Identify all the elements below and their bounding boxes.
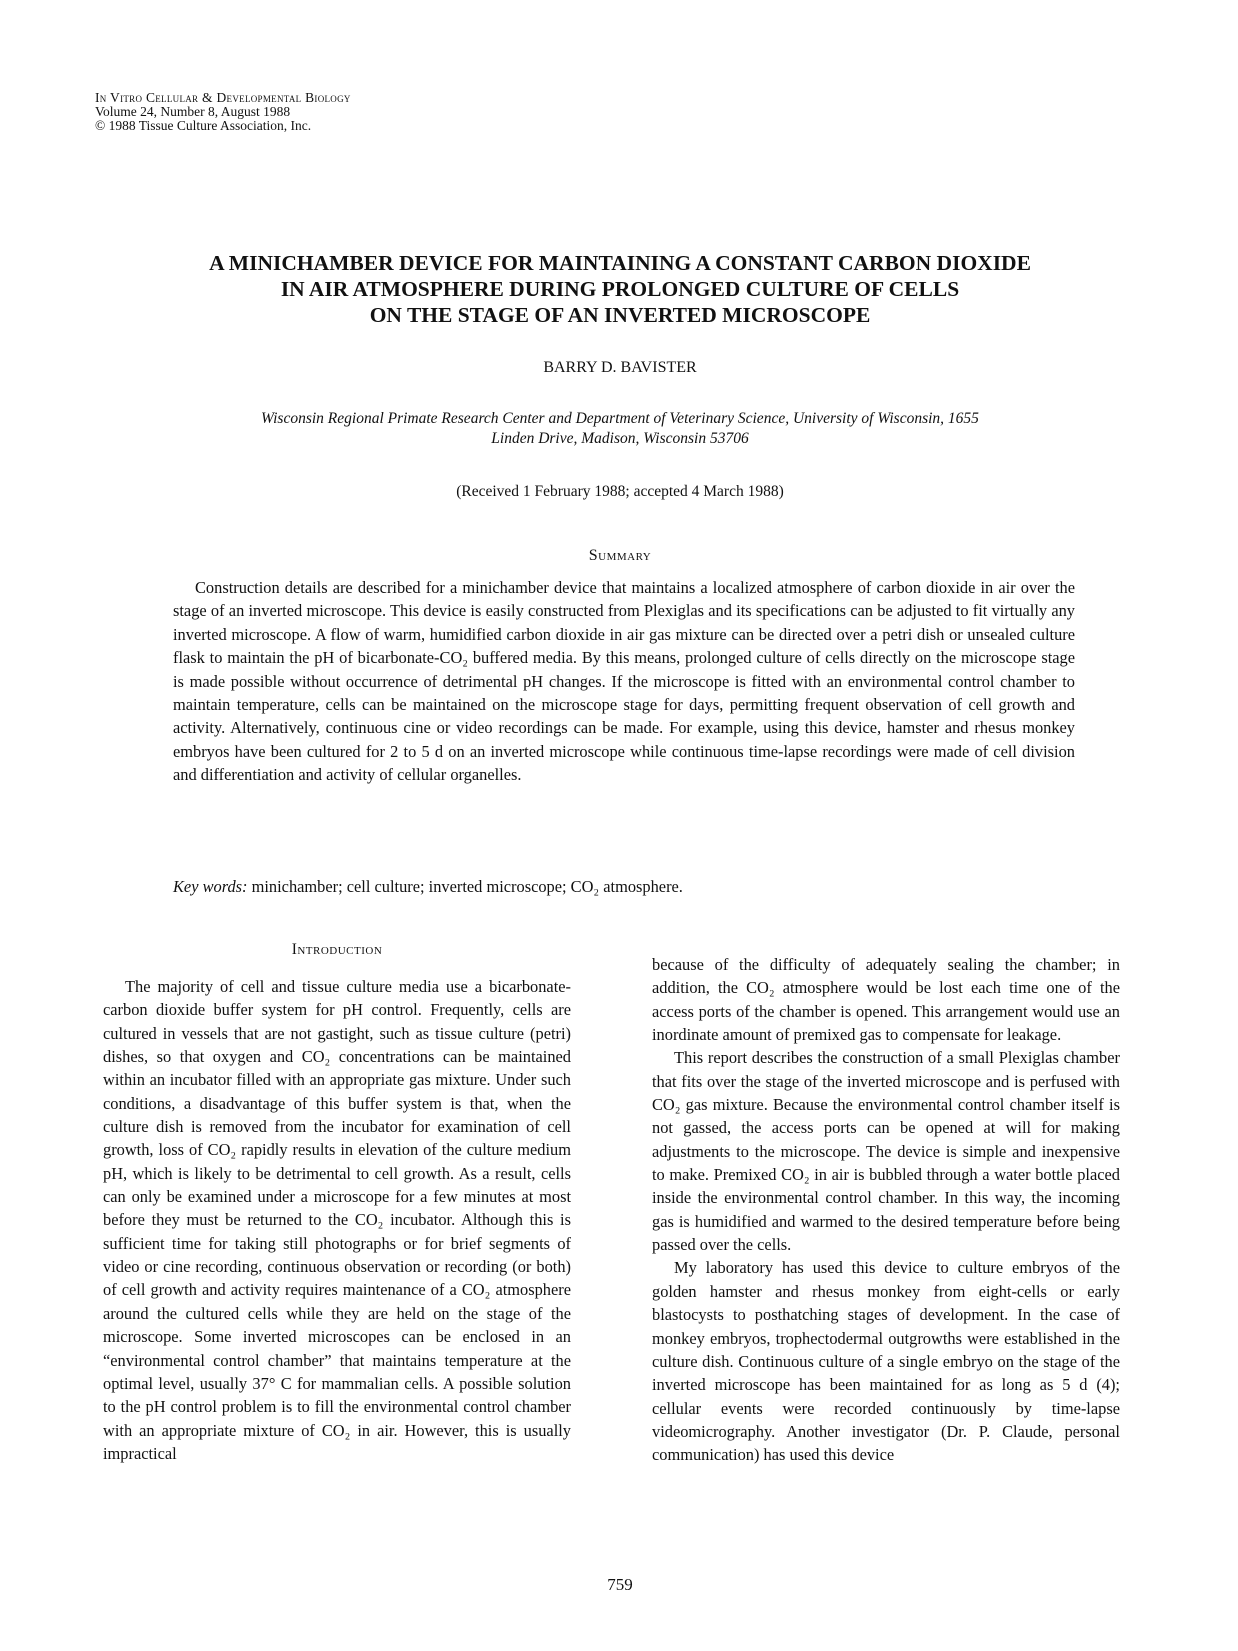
journal-volume: Volume 24, Number 8, August 1988 — [95, 104, 291, 119]
paragraph-text: because of the difficulty of adequately sealing the chamber; in addition, the CO₂ atmosphere would be lost each time one of the access ports of the chamber is opened. This arrangement would use an inordinate amount of premixed gas to compensate for leakage. — [652, 955, 1120, 1045]
journal-copyright: © 1988 Tissue Culture Association, Inc. — [95, 118, 312, 133]
journal-header — [95, 91, 595, 133]
paragraph — [652, 953, 1120, 1046]
paragraph-text: My laboratory has used this device to culture embryos of the golden hamster and rhesus monkey from eight-cells or early blastocysts to posthatching stages of development. In the case of monkey embryos, trophectodermal outgrowths were established in the culture dish. Continuous culture of a single embryo on the stage of the inverted microscope has been maintained for as long as 5 d (4); cellular events were recorded continuously by time-lapse videomicrography. Another investigator (Dr. P. Claude, personal communication) has used this device — [652, 1258, 1120, 1465]
summary-text — [173, 576, 1075, 787]
received-dates: (Received 1 February 1988; accepted 4 March 1988) — [456, 483, 784, 500]
title-line: A MINICHAMBER DEVICE FOR MAINTAINING A CONSTANT CARBON DIOXIDE — [209, 251, 1031, 275]
right-column — [652, 953, 1120, 1467]
summary-heading: Summary — [588, 547, 652, 564]
left-column — [103, 975, 571, 1465]
page-number: 759 — [607, 1575, 633, 1594]
paragraph-text: The majority of cell and tissue culture media use a bicarbonate-carbon dioxide buffer system for pH control. Frequently, cells are cultured in vessels that are not gastight, such as tissue culture (petri) dishes, so that oxygen and CO₂ concentrations can be maintained within an incubator filled with an appropriate gas mixture. Under such conditions, a disadvantage of this buffer system is that, when the culture dish is removed from the incubator for examination of cell growth, loss of CO₂ rapidly results in elevation of the culture medium pH, which is likely to be detrimental to cell growth. As a result, cells can only be examined under a microscope for a few minutes at most before they must be returned to the CO₂ incubator. Although this is sufficient time for taking still photographs or for brief segments of video or cine recording, continuous observation or recording (or both) of cell growth and activity requires maintenance of a CO₂ atmosphere around the cultured cells while they are held on the stage of the microscope. Some inverted microscopes can be enclosed in an “environmental control chamber” that maintains temperature at the optimal level, usually 37° C for mammalian cells. A possible solution to the pH control problem is to fill the environmental control chamber with an appropriate mixture of CO₂ in air. However, this is usually impractical — [103, 977, 571, 1463]
article-title — [150, 250, 1090, 328]
title-line: IN AIR ATMOSPHERE DURING PROLONGED CULTURE OF CELLS — [280, 277, 960, 301]
introduction-heading: Introduction — [291, 941, 383, 958]
author-affiliation: Wisconsin Regional Primate Research Center and Department of Veterinary Science, University of Wisconsin, 1655 Linden Drive, Madison, Wisconsin 53706 — [261, 410, 979, 447]
paragraph-text: This report describes the construction of a small Plexiglas chamber that fits over the stage of the inverted microscope and is perfused with CO₂ gas mixture. Because the environmental control chamber itself is not gassed, the access ports can be opened at will for making adjustments to the microscope. The device is simple and inexpensive to make. Premixed CO₂ in air is bubbled through a water bottle placed inside the environmental control chamber. In this way, the incoming gas is humidified and warmed to the desired temperature before being passed over the cells. — [652, 1048, 1120, 1255]
keywords-list: minichamber; cell culture; inverted microscope; CO₂ atmosphere. — [251, 877, 683, 896]
title-line: ON THE STAGE OF AN INVERTED MICROSCOPE — [369, 303, 871, 327]
author-name: BARRY D. BAVISTER — [543, 359, 697, 376]
keywords — [173, 875, 1075, 898]
paragraph — [103, 975, 571, 1465]
keywords-label: Key words: — [173, 877, 248, 896]
paragraph — [652, 1256, 1120, 1466]
journal-name: In Vitro Cellular & Developmental Biology — [95, 90, 351, 105]
summary-body: Construction details are described for a minichamber device that maintains a localized atmosphere of carbon dioxide in air over the stage of an inverted microscope. This device is easily constructed from Plexiglas and its specifications can be adjusted to fit virtually any inverted microscope. A flow of warm, humidified carbon dioxide in air gas mixture can be directed over a petri dish or unsealed culture flask to maintain the pH of bicarbonate-CO₂ buffered media. By this means, prolonged culture of cells directly on the microscope stage is made possible without occurrence of detrimental pH changes. If the microscope is fitted with an environmental control chamber to maintain temperature, cells can be maintained on the microscope stage for days, permitting frequent observation of cell growth and activity. Alternatively, continuous cine or video recordings can be made. For example, using this device, hamster and rhesus monkey embryos have been cultured for 2 to 5 d on an inverted microscope while continuous time-lapse recordings were made of cell division and differentiation and activity of cellular organelles. — [173, 578, 1075, 785]
paragraph — [652, 1046, 1120, 1256]
